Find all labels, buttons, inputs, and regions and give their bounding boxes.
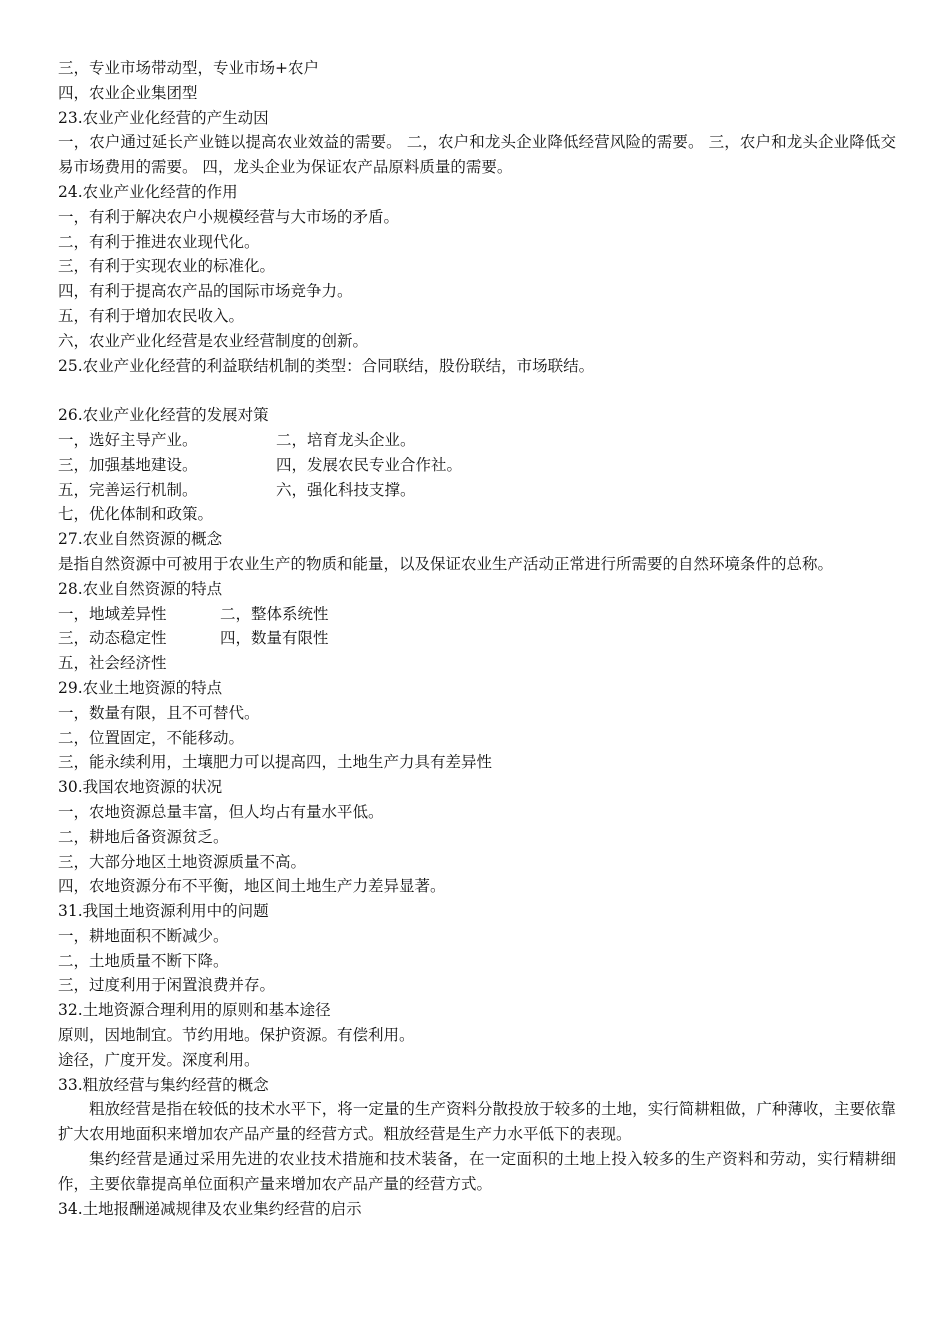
list-item: 三，过度利用于闲置浪费并存。 — [58, 976, 276, 995]
section-heading: 33.粗放经营与集约经营的概念 — [58, 1075, 269, 1094]
text-line: 四，农业企业集团型 — [58, 83, 198, 102]
list-item: 一，地域差异性 — [58, 604, 167, 623]
section-heading: 31.我国土地资源利用中的问题 — [58, 902, 269, 921]
list-item-pair — [58, 478, 896, 503]
list-item: 二，耕地后备资源贫乏。 — [58, 827, 229, 846]
section-heading: 30.我国农地资源的状况 — [58, 778, 223, 797]
section-heading: 23.农业产业化经营的产生动因 — [58, 108, 269, 127]
list-item: 三，能永续利用，土壤肥力可以提高四，土地生产力具有差异性 — [58, 753, 493, 772]
list-item: 三，有利于实现农业的标准化。 — [58, 257, 276, 276]
list-item: 三，加强基地建设。 — [58, 455, 198, 474]
list-item: 一，农地资源总量丰富，但人均占有量水平低。 — [58, 802, 384, 821]
list-item: 六，农业产业化经营是农业经营制度的创新。 — [58, 331, 369, 350]
section-heading: 29.农业土地资源的特点 — [58, 678, 223, 697]
list-item: 二，整体系统性 — [220, 604, 329, 623]
text-line: 三，专业市场带动型，专业市场+农户 — [58, 59, 319, 77]
list-item: 二，土地质量不断下降。 — [58, 951, 229, 970]
paragraph: 是指自然资源中可被用于农业生产的物质和能量，以及保证农业生产活动正常进行所需要的自然环境条件的总称。 — [58, 554, 834, 573]
list-item: 七，优化体制和政策。 — [58, 505, 214, 524]
section-heading: 34.土地报酬递减规律及农业集约经营的启示 — [58, 1199, 362, 1218]
list-item: 途径，广度开发。深度利用。 — [58, 1050, 260, 1069]
paragraph: 一，农户通过延长产业链以提高农业效益的需要。 二，农户和龙头企业降低经营风险的需要。 三，农户和龙头企业降低交易市场费用的需要。 四，龙头企业为保证农产品原料质量的需要。 — [58, 133, 896, 177]
section-heading: 25.农业产业化经营的利益联结机制的类型：合同联结，股份联结，市场联结。 — [58, 356, 595, 375]
blank-line — [58, 378, 896, 403]
list-item: 二，培育龙头企业。 — [276, 430, 416, 449]
list-item: 四，发展农民专业合作社。 — [276, 455, 463, 474]
list-item: 五，完善运行机制。 — [58, 480, 198, 499]
list-item: 二，位置固定，不能移动。 — [58, 728, 245, 747]
list-item: 三，动态稳定性 — [58, 629, 167, 648]
section-heading: 24.农业产业化经营的作用 — [58, 182, 238, 201]
paragraph: 粗放经营是指在较低的技术水平下，将一定量的生产资料分散投放于较多的土地，实行简耕粗做，广种薄收，主要依靠扩大农用地面积来增加农产品产量的经营方式。粗放经营是生产力水平低下的表现。 — [58, 1100, 896, 1144]
list-item: 一，耕地面积不断减少。 — [58, 926, 229, 945]
list-item: 四，农地资源分布不平衡，地区间土地生产力差异显著。 — [58, 877, 446, 896]
list-item-pair — [58, 453, 896, 478]
list-item: 二，有利于推进农业现代化。 — [58, 232, 260, 251]
list-item: 一，数量有限，且不可替代。 — [58, 703, 260, 722]
section-heading: 26.农业产业化经营的发展对策 — [58, 406, 269, 425]
paragraph: 集约经营是通过采用先进的农业技术措施和技术装备，在一定面积的土地上投入较多的生产资料和劳动，实行精耕细作，主要依靠提高单位面积产量来增加农产品产量的经营方式。 — [58, 1150, 896, 1193]
list-item: 五，社会经济性 — [58, 654, 167, 673]
section-heading: 27.农业自然资源的概念 — [58, 530, 223, 549]
list-item: 六，强化科技支撑。 — [276, 480, 416, 499]
list-item: 四，数量有限性 — [220, 629, 329, 648]
list-item-pair — [58, 626, 896, 651]
document-page — [58, 56, 896, 1221]
list-item: 一，选好主导产业。 — [58, 430, 198, 449]
section-heading: 28.农业自然资源的特点 — [58, 579, 223, 598]
list-item: 原则，因地制宜。节约用地。保护资源。有偿利用。 — [58, 1026, 415, 1045]
list-item: 四，有利于提高农产品的国际市场竞争力。 — [58, 282, 353, 301]
list-item-pair — [58, 428, 896, 453]
list-item: 一，有利于解决农户小规模经营与大市场的矛盾。 — [58, 207, 400, 226]
list-item-pair — [58, 602, 896, 627]
list-item: 三，大部分地区土地资源质量不高。 — [58, 852, 307, 871]
list-item: 五，有利于增加农民收入。 — [58, 306, 245, 325]
section-heading: 32.土地资源合理利用的原则和基本途径 — [58, 1001, 331, 1020]
